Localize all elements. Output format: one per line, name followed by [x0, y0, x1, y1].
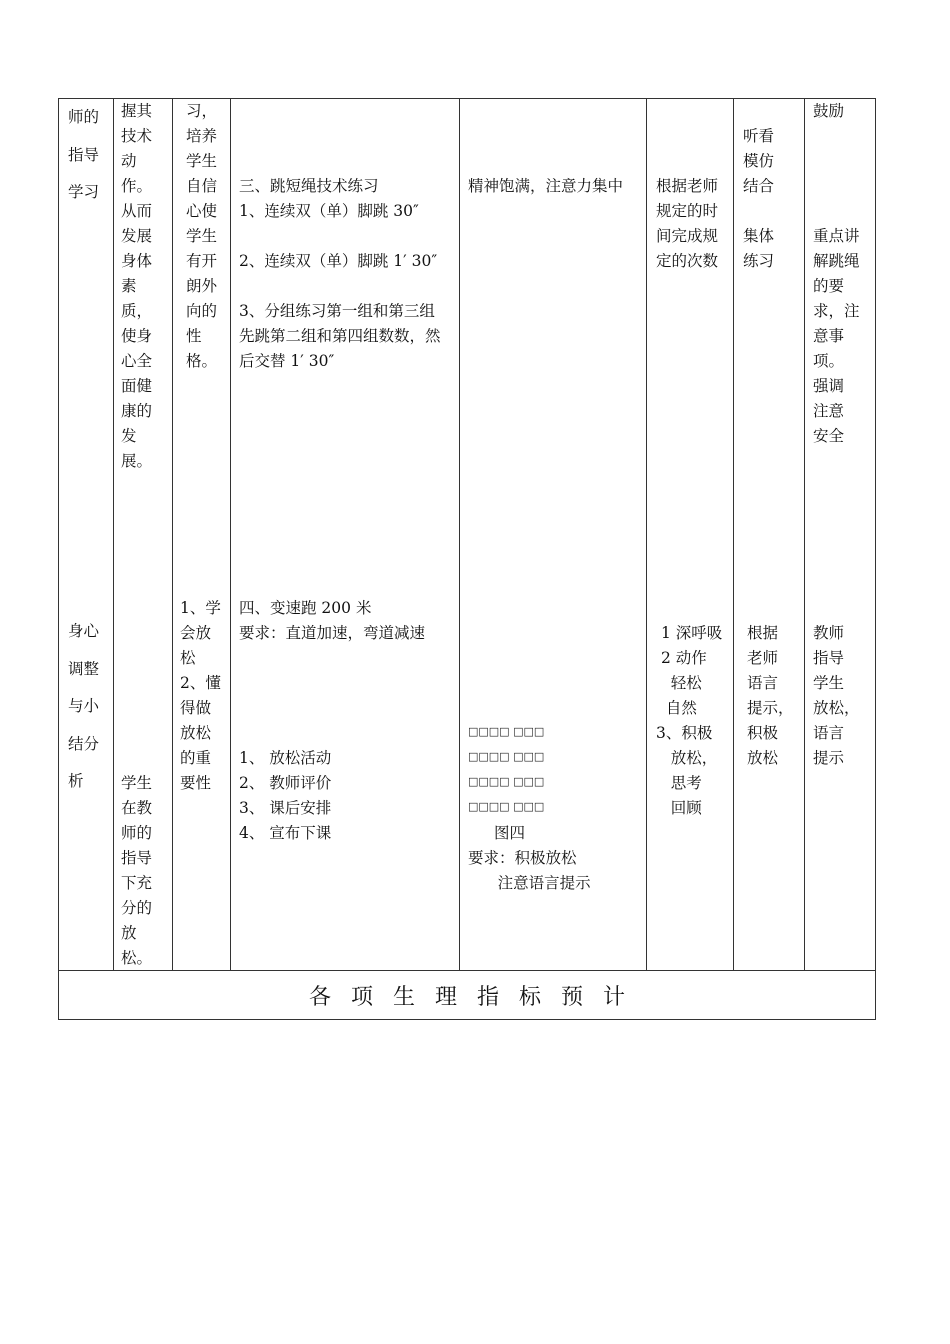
activity-closing-list: 1、 放松活动 2、 教师评价 3、 课后安排 4、 宣布下课 [239, 749, 332, 842]
organization-text: 精神饱满，注意力集中 [468, 177, 624, 195]
objective-bottom: 学生 在教 师的 指导 下充 分的 放 松。 [121, 774, 153, 967]
column-divider [172, 99, 173, 970]
teacher-note-bottom: 教师 指导 学生 放松， 语言 提示 [813, 624, 860, 767]
teacher-note-top: 鼓励 重点讲 解跳绳 的要 求，注 意事 项。 强调 注意 安全 [813, 102, 860, 445]
figure-caption: 图四 [494, 824, 526, 842]
column-divider [230, 99, 231, 970]
formation-row: □□□□ □□□ [468, 750, 545, 763]
goal-bottom: 1、学 会放 松 2、懂 得做 放松 的重 要性 [180, 599, 221, 792]
column-divider [459, 99, 460, 970]
objective-top: 握其 技术 动 作。 从而 发展 身体 素 质， 使身 心全 面健 康的 发 展。 [121, 102, 153, 470]
column-divider [804, 99, 805, 970]
formation-requirement: 要求：积极放松 注意语言提示 [468, 849, 591, 892]
physiology-indicator-heading: 各项生理指标预计 [308, 984, 645, 1010]
section-label-top: 师的 指导 学习 [68, 108, 100, 201]
formation-row: □□□□ □□□ [468, 800, 545, 813]
method-top: 听看 模仿 结合 集体 练习 [743, 127, 775, 270]
student-activity-bottom: 1 深呼吸 2 动作 轻松 自然 3、积极 放松， 思考 回顾 [656, 624, 723, 817]
section-label-bottom: 身心 调整 与小 结分 析 [68, 622, 100, 790]
column-divider [733, 99, 734, 970]
column-divider [113, 99, 114, 970]
student-activity-top: 根据老师 规定的时 间完成规 定的次数 [656, 177, 719, 270]
activity-jump-rope: 三、跳短绳技术练习 1、连续双（单）脚跳 30″ 2、连续双（单）脚跳 1′ 30″ 3、分组练习第一组和第三组 先跳第二组和第四组数数，然 后交替 1′ 30″ [239, 177, 441, 370]
method-bottom: 根据 老师 语言 提示， 积极 放松 [747, 624, 794, 767]
column-divider [646, 99, 647, 970]
formation-row: □□□□ □□□ [468, 775, 545, 788]
formation-row: □□□□ □□□ [468, 725, 545, 738]
goal-top: 习， 培养 学生 自信 心使 学生 有开 朗外 向的 性 格。 [186, 102, 218, 370]
lesson-plan-table [58, 98, 876, 1020]
activity-variable-run: 四、变速跑 200 米 要求：直道加速，弯道减速 [239, 599, 426, 642]
